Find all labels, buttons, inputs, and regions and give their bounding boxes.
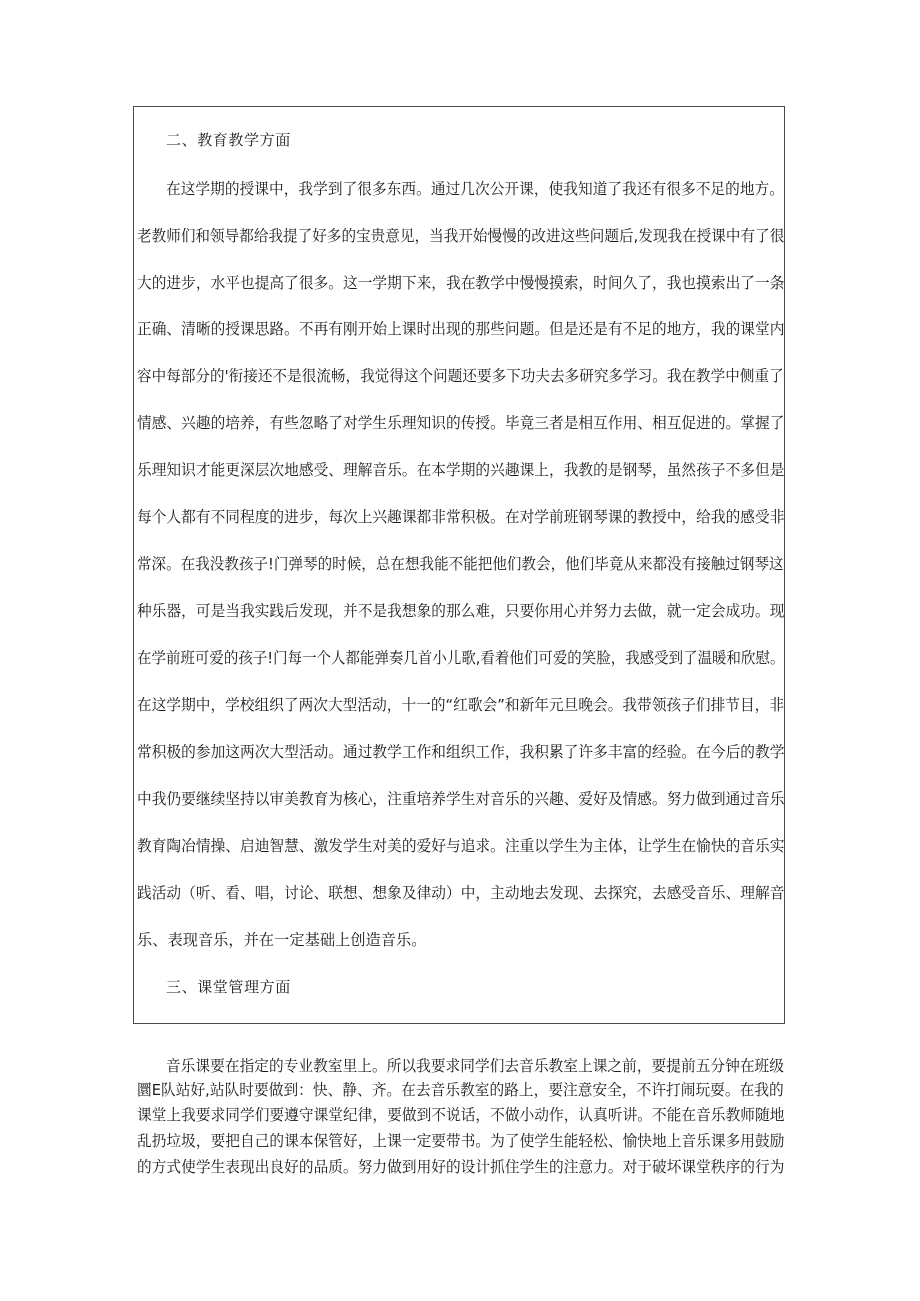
paragraph-line: 在这学期的授课中，我学到了很多东西。通过几次公开课，使我知道了我还有很多不足的地方。 xyxy=(166,180,784,198)
paragraph-line: 乐、表现音乐，并在一定基础上创造音乐。 xyxy=(137,931,427,949)
paragraph-line: 在这学期中，学校组织了两次大型活动，十一的“红歌会”和新年元旦晚会。我带领孩子们排节目，非 xyxy=(137,696,785,714)
paragraph-line: 的方式使学生表现出良好的品质。努力做到用好的设计抓住学生的注意力。对于破坏课堂秩序的行为 xyxy=(137,1158,785,1176)
section-three-heading: 三、课堂管理方面 xyxy=(166,978,291,996)
paragraph-line: 情感、兴趣的培养，有些忽略了对学生乐理知识的传授。毕竟三者是相互作用、相互促进的。掌握了 xyxy=(137,414,785,432)
paragraph-line: 乱扔垃圾，要把自己的课本保管好，上课一定要带书。为了使学生能轻松、愉快地上音乐课多用鼓励 xyxy=(137,1132,785,1150)
paragraph-line: 常深。在我没教孩子!门弹琴的时候，总在想我能不能把他们教会，他们毕竟从来都没有接触过钢琴这 xyxy=(137,555,784,573)
paragraph-line: 每个人都有不同程度的进步，每次上兴趣课都非常积极。在对学前班钢琴课的教授中，给我的感受非 xyxy=(137,508,785,526)
paragraph-line: 容中每部分的'衔接还不是很流畅，我觉得这个问题还要多下功夫去多研究多学习。我在教学中侧重了 xyxy=(137,367,784,385)
paragraph-line: 老教师们和领导都给我提了好多的宝贵意见，当我开始慢慢的改进这些问题后,发现我在授课中有了很 xyxy=(137,227,785,245)
section-two-heading: 二、教育教学方面 xyxy=(166,131,291,149)
paragraph-line: 常积极的参加这两次大型活动。通过教学工作和组织工作，我积累了许多丰富的经验。在今后的教学 xyxy=(137,743,785,761)
paragraph-line: 圜E队站好,站队时要做到：快、静、齐。在去音乐教室的路上，要注意安全，不许打闹玩耍。在我的 xyxy=(137,1081,784,1099)
paragraph-line: 教育陶冶情操、启迪智慧、激发学生对美的爱好与追求。注重以学生为主体，让学生在愉快的音乐实 xyxy=(137,837,785,855)
paragraph-line: 课堂上我要求同学们要遵守课堂纪律，要做到不说话，不做小动作，认真听讲。不能在音乐教师随地 xyxy=(137,1106,785,1124)
paragraph-line: 中我仍要继续坚持以审美教育为核心，注重培养学生对音乐的兴趣、爱好及情感。努力做到通过音乐 xyxy=(137,790,785,808)
paragraph-line: 践活动（听、看、唱，讨论、联想、想象及律动）中，主动地去发现、去探究，去感受音乐、理解音 xyxy=(137,884,785,902)
paragraph-line: 大的进步，水平也提高了很多。这一学期下来，我在教学中慢慢摸索，时间久了，我也摸索出了一条 xyxy=(137,274,785,292)
paragraph-line: 音乐课要在指定的专业教室里上。所以我要求同学们去音乐教室上课之前，要提前五分钟在班级 xyxy=(166,1057,784,1075)
paragraph-line: 乐理知识才能更深层次地感受、理解音乐。在本学期的兴趣课上，我教的是钢琴，虽然孩子不多但是 xyxy=(137,461,785,479)
paragraph-line: 种乐器，可是当我实践后发现，并不是我想象的那么难，只要你用心并努力去做，就一定会成功。现 xyxy=(137,602,785,620)
paragraph-line: 正确、清晰的授课思路。不再有刚开始上课时出现的那些问题。但是还是有不足的地方，我的课堂内 xyxy=(137,320,785,338)
paragraph-line: 在学前班可爱的孩子!门每一个人都能弹奏几首小儿歌,看着他们可爱的笑脸，我感受到了温暖和欣慰。 xyxy=(137,649,785,667)
